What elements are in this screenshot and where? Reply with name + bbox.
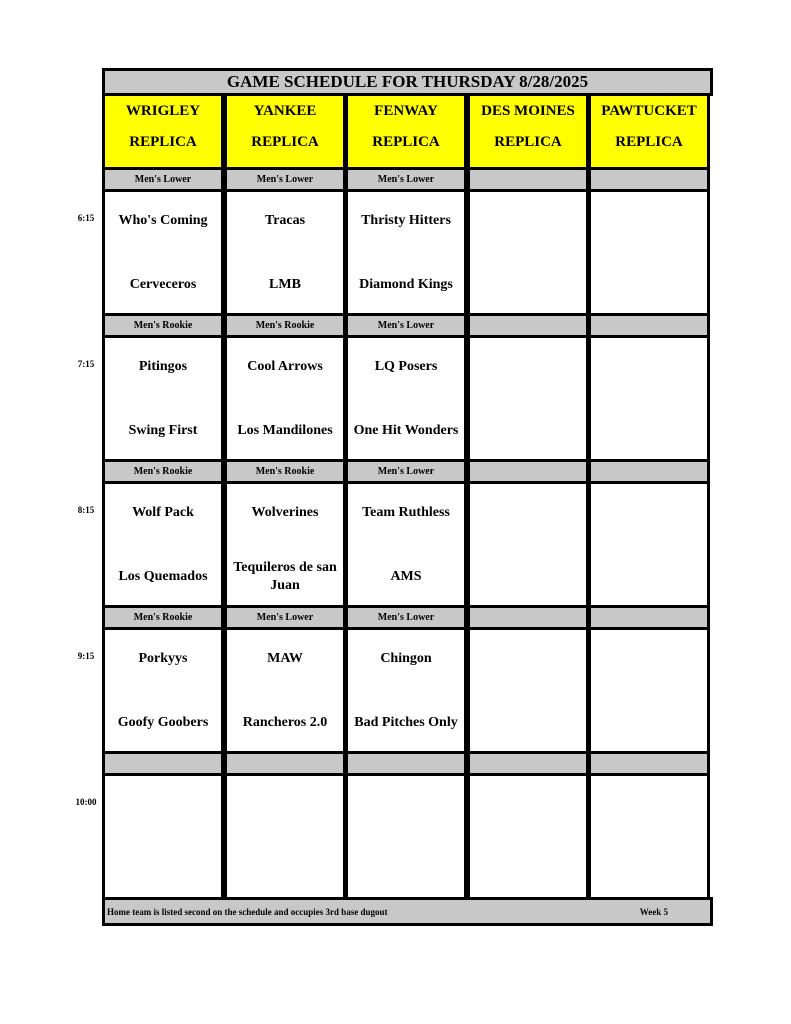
venue-subtitle: REPLICA [372, 134, 440, 150]
game-cell [224, 481, 346, 608]
away-team: Wolverines [251, 505, 319, 520]
division-label: Men's Lower [102, 167, 224, 192]
away-team: Wolf Pack [132, 505, 194, 520]
division-label: Men's Lower [345, 605, 467, 630]
away-team: Pitingos [138, 359, 188, 374]
venue-name: FENWAY [374, 103, 438, 119]
home-team: Tequileros de san Juan [233, 560, 337, 593]
away-team: Who's Coming [118, 213, 208, 228]
schedule-footer [102, 897, 713, 926]
game-cell [588, 773, 710, 900]
division-label: Men's Rookie [102, 313, 224, 338]
game-cell [467, 627, 589, 754]
away-team: Chingon [380, 651, 432, 666]
game-cell [467, 773, 589, 900]
division-label: Men's Rookie [102, 459, 224, 484]
game-cell [467, 481, 589, 608]
venue-header [224, 93, 346, 170]
game-cell [224, 335, 346, 462]
away-team: MAW [267, 651, 303, 666]
game-cell [102, 627, 224, 754]
home-team: Los Mandilones [237, 423, 333, 438]
home-team: LMB [269, 277, 301, 292]
game-cell [467, 189, 589, 316]
home-team: Swing First [128, 423, 198, 438]
schedule-title: GAME SCHEDULE FOR THURSDAY 8/28/2025 [102, 68, 713, 96]
game-cell [224, 627, 346, 754]
game-cell [588, 481, 710, 608]
game-cell [588, 335, 710, 462]
time-label: 10:00 [75, 797, 97, 807]
venue-subtitle: REPLICA [494, 134, 562, 150]
away-team: Tracas [264, 213, 306, 228]
time-label: 7:15 [77, 359, 95, 369]
game-cell [102, 189, 224, 316]
game-cell [467, 335, 589, 462]
home-team: Diamond Kings [359, 277, 453, 292]
footer-note: Home team is listed second on the schedule and occupies 3rd base dugout [107, 906, 388, 917]
game-cell [345, 189, 467, 316]
venue-name: PAWTUCKET [601, 103, 697, 119]
division-label: Men's Rookie [224, 459, 346, 484]
home-team: One Hit Wonders [353, 423, 459, 438]
division-label: Men's Lower [345, 313, 467, 338]
venue-subtitle: REPLICA [129, 134, 197, 150]
venue-name: DES MOINES [481, 103, 575, 119]
venue-name: WRIGLEY [125, 103, 201, 119]
time-label: 9:15 [77, 651, 95, 661]
time-label: 8:15 [77, 505, 95, 515]
game-cell [345, 627, 467, 754]
game-cell [224, 773, 346, 900]
game-cell [345, 481, 467, 608]
game-cell [102, 335, 224, 462]
venue-header [588, 93, 710, 170]
game-cell [345, 773, 467, 900]
division-label: Men's Lower [224, 167, 346, 192]
division-label: Men's Lower [224, 605, 346, 630]
venue-subtitle: REPLICA [615, 134, 683, 150]
home-team: Bad Pitches Only [354, 715, 458, 730]
home-team: AMS [390, 569, 422, 584]
division-label: Men's Rookie [224, 313, 346, 338]
venue-header [102, 93, 224, 170]
division-label: Men's Lower [345, 167, 467, 192]
away-team: Porkyys [138, 651, 188, 666]
away-team: Team Ruthless [362, 505, 450, 520]
venue-subtitle: REPLICA [251, 134, 319, 150]
division-label: Men's Lower [345, 459, 467, 484]
home-team: Goofy Goobers [117, 715, 209, 730]
home-team: Cerveceros [129, 277, 197, 292]
home-team: Rancheros 2.0 [242, 715, 328, 730]
game-cell [345, 335, 467, 462]
schedule-sheet [102, 68, 713, 926]
division-label: Men's Rookie [102, 605, 224, 630]
venue-header [467, 93, 589, 170]
away-team: Thristy Hitters [361, 213, 451, 228]
game-cell [588, 189, 710, 316]
game-cell [102, 481, 224, 608]
week-label: Week 5 [639, 906, 668, 917]
venue-name: YANKEE [253, 103, 317, 119]
venue-header [345, 93, 467, 170]
away-team: LQ Posers [374, 359, 438, 374]
time-label: 6:15 [77, 213, 95, 223]
away-team: Cool Arrows [247, 359, 323, 374]
home-team: Los Quemados [118, 569, 208, 584]
game-cell [588, 627, 710, 754]
game-cell [102, 773, 224, 900]
game-cell [224, 189, 346, 316]
